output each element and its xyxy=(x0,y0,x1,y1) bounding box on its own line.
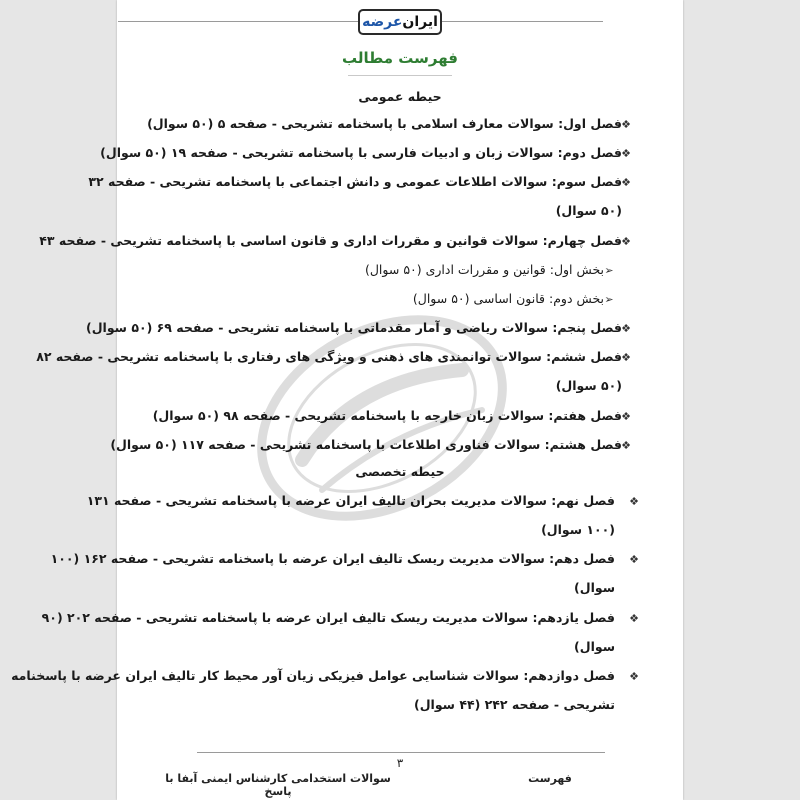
toc-item-11-continued: سوال) xyxy=(574,639,615,654)
logo-text-part1: ایران xyxy=(402,14,438,30)
toc-item-8: فصل هشتم: سوالات فناوری اطلاعات با پاسخنامه تشریحی - صفحه ۱۱۷ (۵۰ سوال) xyxy=(110,437,622,452)
toc-item-6: فصل ششم: سوالات توانمندی های ذهنی و ویژگی های رفتاری با پاسخنامه تشریحی - صفحه ۸۲ xyxy=(36,349,622,364)
toc-item-10-continued: سوال) xyxy=(574,580,615,595)
toc-item-12-continued: تشریحی - صفحه ۲۴۲ (۴۴ سوال) xyxy=(413,697,615,712)
diamond-bullet-icon: ❖ xyxy=(629,612,639,625)
toc-item-3: فصل سوم: سوالات اطلاعات عمومی و دانش اجتماعی با پاسخنامه تشریحی - صفحه ۳۲ xyxy=(88,174,622,189)
logo-text-part2: عرضه xyxy=(362,14,403,30)
diamond-bullet-icon: ❖ xyxy=(629,670,639,683)
section-heading-specialized: حیطه تخصصی xyxy=(355,464,445,479)
diamond-bullet-icon: ❖ xyxy=(621,176,631,189)
footer-book-title: سوالات استخدامی کارشناس ایمنی آبفا با پاسخ xyxy=(165,772,391,798)
footer-rule xyxy=(197,752,605,753)
toc-item-10: فصل دهم: سوالات مدیریت ریسک تالیف ایران عرضه با پاسخنامه تشریحی - صفحه ۱۶۲ (۱۰۰ xyxy=(50,551,615,566)
toc-subitem-4-2: بخش دوم: قانون اساسی (۵۰ سوال) xyxy=(412,291,604,306)
toc-item-11: فصل یازدهم: سوالات مدیریت ریسک تالیف ایران عرضه با پاسخنامه تشریحی - صفحه ۲۰۲ (۹۰ xyxy=(41,610,615,625)
toc-item-1: فصل اول: سوالات معارف اسلامی با پاسخنامه تشریحی - صفحه ۵ (۵۰ سوال) xyxy=(147,116,622,131)
page-number: ۳ xyxy=(396,756,404,770)
diamond-bullet-icon: ❖ xyxy=(621,235,631,248)
toc-item-4: فصل چهارم: سوالات قوانین و مقررات اداری و قانون اساسی با پاسخنامه تشریحی - صفحه ۴۳ xyxy=(39,233,622,248)
toc-item-2: فصل دوم: سوالات زبان و ادبیات فارسی با پاسخنامه تشریحی - صفحه ۱۹ (۵۰ سوال) xyxy=(100,145,622,160)
diamond-bullet-icon: ❖ xyxy=(621,118,631,131)
footer-section-label: فهرست xyxy=(528,772,572,785)
arrow-bullet-icon: ➢ xyxy=(604,264,614,277)
page-title: فهرست مطالب xyxy=(342,49,458,67)
toc-item-3-continued: (۵۰ سوال) xyxy=(555,203,622,218)
diamond-bullet-icon: ❖ xyxy=(629,553,639,566)
diamond-bullet-icon: ❖ xyxy=(621,410,631,423)
toc-item-7: فصل هفتم: سوالات زبان خارجه با پاسخنامه تشریحی - صفحه ۹۸ (۵۰ سوال) xyxy=(152,408,622,423)
section-heading-general: حیطه عمومی xyxy=(358,89,442,104)
toc-item-12: فصل دوازدهم: سوالات شناسایی عوامل فیزیکی زیان آور محیط کار تالیف ایران عرضه با پاسخنامه xyxy=(11,668,615,683)
toc-item-5: فصل پنجم: سوالات ریاضی و آمار مقدماتی با پاسخنامه تشریحی - صفحه ۶۹ (۵۰ سوال) xyxy=(85,320,622,335)
brand-logo xyxy=(358,9,442,35)
arrow-bullet-icon: ➢ xyxy=(604,293,614,306)
diamond-bullet-icon: ❖ xyxy=(621,322,631,335)
toc-item-9: فصل نهم: سوالات مدیریت بحران تالیف ایران عرضه با پاسخنامه تشریحی - صفحه ۱۳۱ xyxy=(86,493,615,508)
diamond-bullet-icon: ❖ xyxy=(621,147,631,160)
toc-subitem-4-1: بخش اول: قوانین و مقررات اداری (۵۰ سوال) xyxy=(364,262,604,277)
diamond-bullet-icon: ❖ xyxy=(629,495,639,508)
toc-item-6-continued: (۵۰ سوال) xyxy=(555,378,622,393)
diamond-bullet-icon: ❖ xyxy=(621,439,631,452)
title-underline xyxy=(348,75,452,76)
toc-item-9-continued: (۱۰۰ سوال) xyxy=(541,522,615,537)
diamond-bullet-icon: ❖ xyxy=(621,351,631,364)
